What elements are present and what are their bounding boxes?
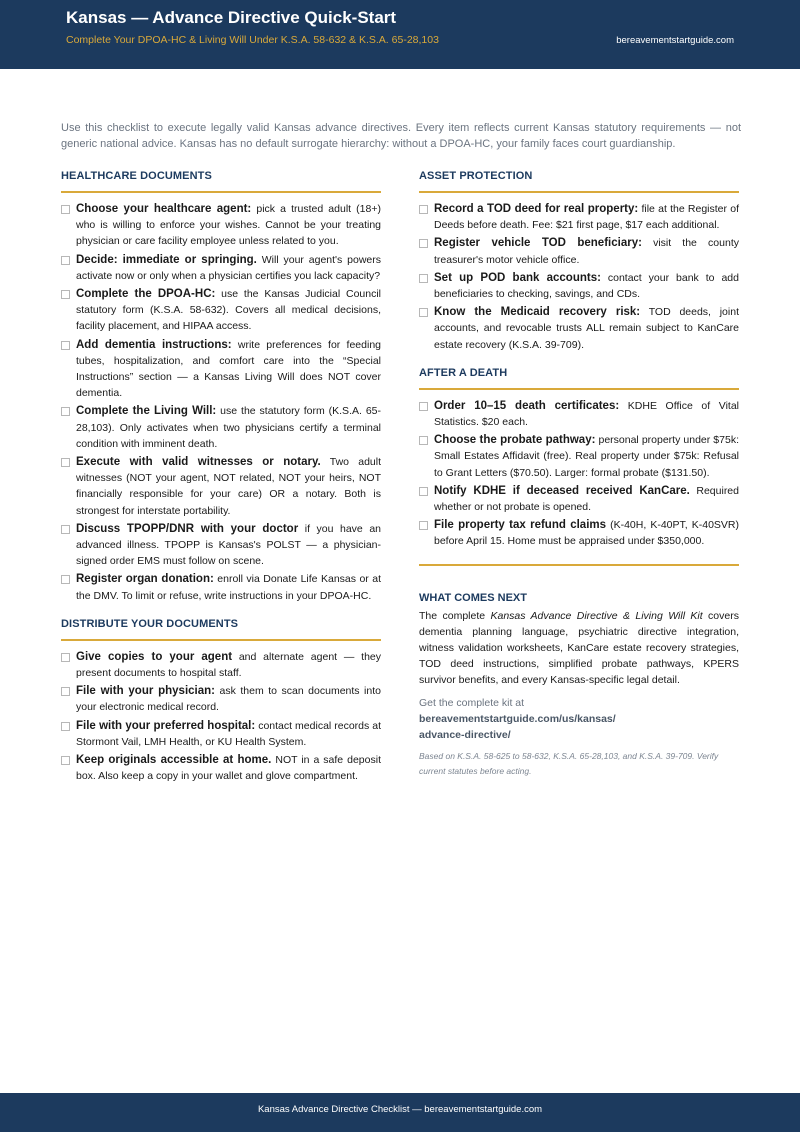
checklist-item-text: TOD deeds, joint accounts, and revocable trusts ALL remain subject to KanCare estate recovery (K.S.A. 39-709). (434, 306, 739, 351)
checklist-item-text: personal property under $75k: Small Estates Affidavit (free). Real property under $75k: Refusal to Grant Letters ($70.50). Larger: formal probate ($131.50). (434, 434, 739, 479)
header-site-link[interactable]: bereavementstartguide.com (616, 35, 734, 46)
page-footer: Kansas Advance Directive Checklist — bereavementstartguide.com (0, 1093, 800, 1132)
checklist-item-lead: Execute with valid witnesses or notary. (76, 456, 321, 469)
checklist-item-lead: Know the Medicaid recovery risk: (434, 306, 641, 319)
checklist-item-text: write preferences for feeding tubes, hospitalization, and comfort care into the “Special Instructions” section — a Kansas Living Will does NOT cover dementia. (76, 338, 381, 400)
intro-paragraph: Use this checklist to execute legally valid Kansas advance directives. Every item reflects current Kansas statutory requirements — not generic national advice. Kansas has no default surrogate hierarchy: without a DPOA-HC, your family faces court guardianship. (61, 122, 741, 150)
checklist-item-text: use the Kansas Judicial Council statutory form (K.S.A. 58-632). Covers all medical decisions, facility placement, and HIPAA access. (76, 288, 382, 333)
checklist-item-text: KDHE Office of Vital Statistics. $20 each. (434, 399, 739, 429)
checklist-item-text: use the statutory form (K.S.A. 65-28,103). Only activates when two physicians certify a terminal condition with imminent death. (76, 405, 381, 450)
section-title-healthcare: HEALTHCARE DOCUMENTS (61, 170, 381, 193)
checklist-item-lead: Complete the DPOA-HC: (76, 288, 216, 301)
checklist-item-lead: File with your physician: (76, 685, 215, 698)
section-title-distribute: DISTRIBUTE YOUR DOCUMENTS (61, 618, 381, 641)
checklist-item-text: contact your bank to add beneficiaries to checking, savings, and CDs. (434, 271, 739, 301)
checklist-item (419, 270, 739, 302)
checklist-item-lead: Discuss TPOPP/DNR with your doctor (76, 522, 299, 535)
checkbox[interactable] (61, 290, 70, 299)
section-divider (419, 564, 739, 566)
checkbox[interactable] (419, 521, 428, 530)
checklist-item (419, 304, 739, 353)
right-column (419, 170, 739, 779)
checkbox[interactable] (61, 575, 70, 584)
checklist-item (61, 752, 381, 784)
checkbox[interactable] (61, 687, 70, 696)
checklist-item-lead: Complete the Living Will: (76, 405, 217, 418)
checklist-item-text: ask them to scan documents into your electronic medical record. (76, 685, 381, 714)
next-body-text-1: The complete (419, 609, 491, 622)
checkbox[interactable] (419, 205, 428, 214)
checkbox[interactable] (419, 402, 428, 411)
kit-link[interactable] (419, 711, 739, 743)
checklist-item (419, 432, 739, 481)
checklist-item-lead: File property tax refund claims (434, 519, 607, 532)
checkbox[interactable] (61, 653, 70, 662)
kit-link-line-2[interactable]: advance-directive/ (419, 728, 511, 741)
checkbox[interactable] (419, 239, 428, 248)
left-column (61, 170, 381, 787)
checklist-item-text: visit the county treasurer's motor vehicle office. (434, 237, 739, 266)
checklist-item (61, 718, 381, 750)
next-body (419, 608, 739, 689)
checklist-item-lead: Register organ donation: (76, 573, 214, 586)
disclaimer: Based on K.S.A. 58-625 to 58-632, K.S.A. 65-28,103, and K.S.A. 39-709. Verify current statutes before acting. (419, 750, 719, 776)
checklist-item-lead: Give copies to your agent (76, 650, 233, 663)
checklist-item-text: NOT in a safe deposit box. Also keep a copy in your wallet and glove compartment. (76, 754, 381, 783)
checklist-item (61, 454, 381, 519)
checkbox[interactable] (61, 458, 70, 467)
checklist-item (61, 337, 381, 402)
checklist-item-text: if you have an advanced illness. TPOPP is Kansas's POLST — a physician-signed order EMS must follow on scene. (76, 522, 381, 568)
checkbox[interactable] (419, 274, 428, 283)
checklist-item-lead: File with your preferred hospital: (76, 719, 256, 732)
checkbox[interactable] (61, 525, 70, 534)
checkbox[interactable] (419, 436, 428, 445)
checklist-item-lead: Register vehicle TOD beneficiary: (434, 237, 642, 250)
checklist-item-lead: Choose your healthcare agent: (76, 203, 252, 215)
checklist-item (61, 286, 381, 335)
checklist-item-lead: Order 10–15 death certificates: (434, 399, 620, 412)
checkbox[interactable] (61, 205, 70, 214)
checkbox[interactable] (419, 487, 428, 496)
checklist-item-lead: Notify KDHE if deceased received KanCare. (434, 484, 690, 497)
checklist-item-lead: Record a TOD deed for real property: (434, 203, 639, 215)
checklist-item (61, 201, 381, 250)
checklist-item-text: Two adult witnesses (NOT your agent, NOT related, NOT your heirs, NOT financially responsible for your care) OR a notary. Both is strongest for interstate portability. (76, 456, 381, 517)
checklist-item (419, 235, 739, 267)
checklist-item-text: (K-40H, K-40PT, K-40SVR) before April 15. Home must be appraised under $350,000. (434, 519, 739, 548)
page-title: Kansas — Advance Directive Quick-Start (66, 8, 397, 27)
section-title-assets: ASSET PROTECTION (419, 170, 739, 193)
checklist-item-text: and alternate agent — they present documents to hospital staff. (76, 650, 381, 680)
checklist-item-text: pick a trusted adult (18+) who is willing to enforce your wishes. Cannot be your treating physician or care facility employee unless related to you. (76, 203, 381, 248)
checklist-item (61, 403, 381, 452)
checklist-item-lead: Add dementia instructions: (76, 338, 232, 351)
healthcare-list (61, 201, 381, 604)
checklist-item-text: file at the Register of Deeds before death. Fee: $21 first page, $17 each additional. (434, 203, 739, 232)
page-header (0, 0, 800, 69)
checklist-item (419, 517, 739, 549)
checklist-item (61, 521, 381, 570)
after-death-list (419, 398, 739, 550)
checklist-item (419, 201, 739, 233)
kit-link-line-1[interactable]: bereavementstartguide.com/us/kansas/ (419, 712, 616, 725)
checkbox[interactable] (61, 756, 70, 765)
checkbox[interactable] (61, 407, 70, 416)
next-body-text-2: covers dementia planning language, psychiatric directive integration, witness validation worksheets, KanCare estate recovery strategies, TOD deed instructions, simplified probate pathways, KPERS survivor benefits, and every Kansas-specific legal detail. (419, 609, 739, 687)
checklist-item-text: contact medical records at Stormont Vail, LMH Health, or KU Health System. (76, 719, 381, 748)
kit-name: Kansas Advance Directive & Living Will Kit (490, 609, 703, 622)
checklist-item (61, 683, 381, 715)
checklist-item (419, 483, 739, 515)
checklist-item-text: enroll via Donate Life Kansas or at the DMV. To limit or refuse, write instructions in your DPOA-HC. (76, 573, 381, 602)
section-title-next: WHAT COMES NEXT (419, 591, 527, 604)
checkbox[interactable] (61, 341, 70, 350)
checklist-item (61, 252, 381, 284)
section-title-after-death: AFTER A DEATH (419, 367, 739, 390)
distribute-list (61, 649, 381, 785)
checklist-item-lead: Set up POD bank accounts: (434, 271, 601, 284)
assets-list (419, 201, 739, 353)
checklist-item-lead: Keep originals accessible at home. (76, 754, 272, 767)
kit-label: Get the complete kit at (419, 696, 525, 709)
checklist-item (419, 398, 739, 430)
checkbox[interactable] (419, 308, 428, 317)
checkbox[interactable] (61, 722, 70, 731)
checklist-item-lead: Decide: immediate or springing. (76, 253, 257, 266)
checklist-item-text: Required whether or not probate is opened. (434, 484, 739, 514)
checkbox[interactable] (61, 256, 70, 265)
checklist-item-text: Will your agent's powers activate now or only when a physician certifies you lack capacity? (76, 253, 381, 282)
checklist-item-lead: Choose the probate pathway: (434, 434, 596, 447)
checklist-item (61, 571, 381, 603)
page-subtitle: Complete Your DPOA-HC & Living Will Under K.S.A. 58-632 & K.S.A. 65-28,103 (66, 34, 439, 46)
checklist-item (61, 649, 381, 681)
